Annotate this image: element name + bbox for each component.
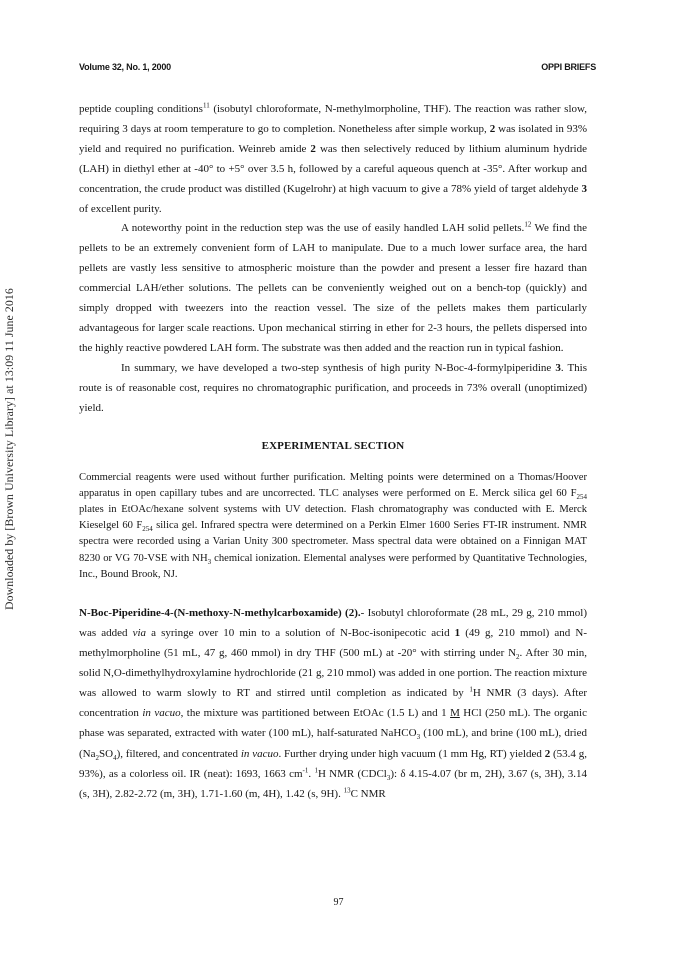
download-stamp [2,288,26,634]
paragraph-coupling: peptide coupling conditions$^{11}$ (isobutyl chloroformate, N-methylmorpholine, THF). The reaction was rather slow, requiring 3 days at room temperature to go to completion. Nonetheless after simple workup, 2 was isolated in 93% yield and required no purification. Weinreb amide 2 was then selectively reduced by lithium aluminum hydride (LAH) in diethyl ether at -40° to +5° over 3.5 h, followed by a careful aqueous quench at -35°. After workup and concentration, the crude product was distilled (Kugelrohr) at high vacuum to give a 78% yield of target aldehyde 3 of excellent purity. [79,101,587,215]
download-stamp-text: Downloaded by [Brown University Library] at 13:09 11 June 2016 [2,288,16,610]
journal-section: OPPI BRIEFS [541,62,596,72]
journal-volume: Volume 32, No. 1, 2000 [79,62,171,72]
paragraph-compound-2: N-Boc-Piperidine-4-(N-methoxy-N-methylcarboxamide) (2).- Isobutyl chloroformate (28 mL, 29 g, 210 mmol) was added via a syringe over 10 min to a solution of N-Boc-isonipecotic acid 1 (49 g, 210 mmol) and N-methylmorpholine (51 mL, 47 g, 460 mmol) in dry THF (500 mL) at -20° with stirring under $N_2$. After 30 min, solid N,O-dimethylhydroxylamine hydrochloride (21 g, 210 mmol) was added in one portion. The reaction mixture was allowed to warm slowly to RT and stirred until completion as indicated by $^1$H NMR (3 days). After concentration in vacuo, the mixture was partitioned between EtOAc (1.5 L) and 1 M HCl (250 mL). The organic phase was separated, extracted with water (100 mL), half-saturated NaHCO$_3$ (100 mL), and brine (100 mL), dried $(Na_2SO_4)$, filtered, and concentrated in vacuo. Further drying under high vacuum (1 mm Hg, RT) yielded 2 (53.4 g, 93%), as a colorless oil. IR (neat): 1693, 1663 $cm^{-1}$. $^1$H NMR (CDCl$_3$): δ 4.15-4.07 (br m, 2H), 3.67 (s, 3H), 3.14 (s, 3H), 2.82-2.72 (m, 3H), 1.71-1.60 (m, 4H), 1.42 (s, 9H). $^{13}$C NMR [79,606,588,800]
page-number: 97 [333,897,344,908]
paragraph-lah-pellets: A noteworthy point in the reduction step was the use of easily handled LAH solid pellets.$^{12}$ We find the pellets to be an extremely convenient form of LAH to manipulate. Due to a much lower surface area, the hard pellets are vastly less sensitive to atmospheric moisture than the powder and present a lesser fire hazard than commercial LAH/ether solutions. The pellets can be conveniently weighed out on a bench-top (quickly) and simply dropped with tweezers into the reaction vessel. The size of the pellets makes them particularly advantageous for larger scale reactions. Upon mechanical stirring in ether for 2-3 hours, the pellets dispersed into the highly reactive powdered LAH form. The substrate was then added and the reaction run in typical fashion. [79,220,587,354]
compound-title: N-Boc-Piperidine-4-(N-methoxy-N-methylcarboxamide) (2). [79,606,361,619]
section-heading: EXPERIMENTAL SECTION [261,439,405,452]
citation-ref: 11 [202,101,210,110]
article-body [79,100,587,804]
running-header [79,62,596,76]
paragraph-general-methods: Commercial reagents were used without further purification. Melting points were determined on a Thomas/Hoover apparatus in open capillary tubes and are uncorrected. TLC analyses were performed on E. Merck silica gel 60 $F_{254}$ plates in EtOAc/hexane solvent systems with UV detection. Flash chromatography was conducted with E. Merck Kieselgel 60 $F_{254}$ silica gel. Infrared spectra were determined on a Perkin Elmer 1600 Series FT-IR instrument. NMR spectra were recorded using a Varian Unity 300 spectrometer. Mass spectral data were obtained on a Finnigan MAT 8230 or VG 70-VSE with $NH_3$ chemical ionization. Elemental analyses were performed by Quantitative Technologies, Inc., Bound Brook, NJ. [79,471,588,580]
citation-ref: 12 [524,220,532,229]
paragraph-summary: In summary, we have developed a two-step synthesis of high purity N-Boc-4-formylpiperidine 3. This route is of reasonable cost, requires no chromatographic purification, and proceeds in 73% overall (unoptimized) yield. [79,361,588,414]
